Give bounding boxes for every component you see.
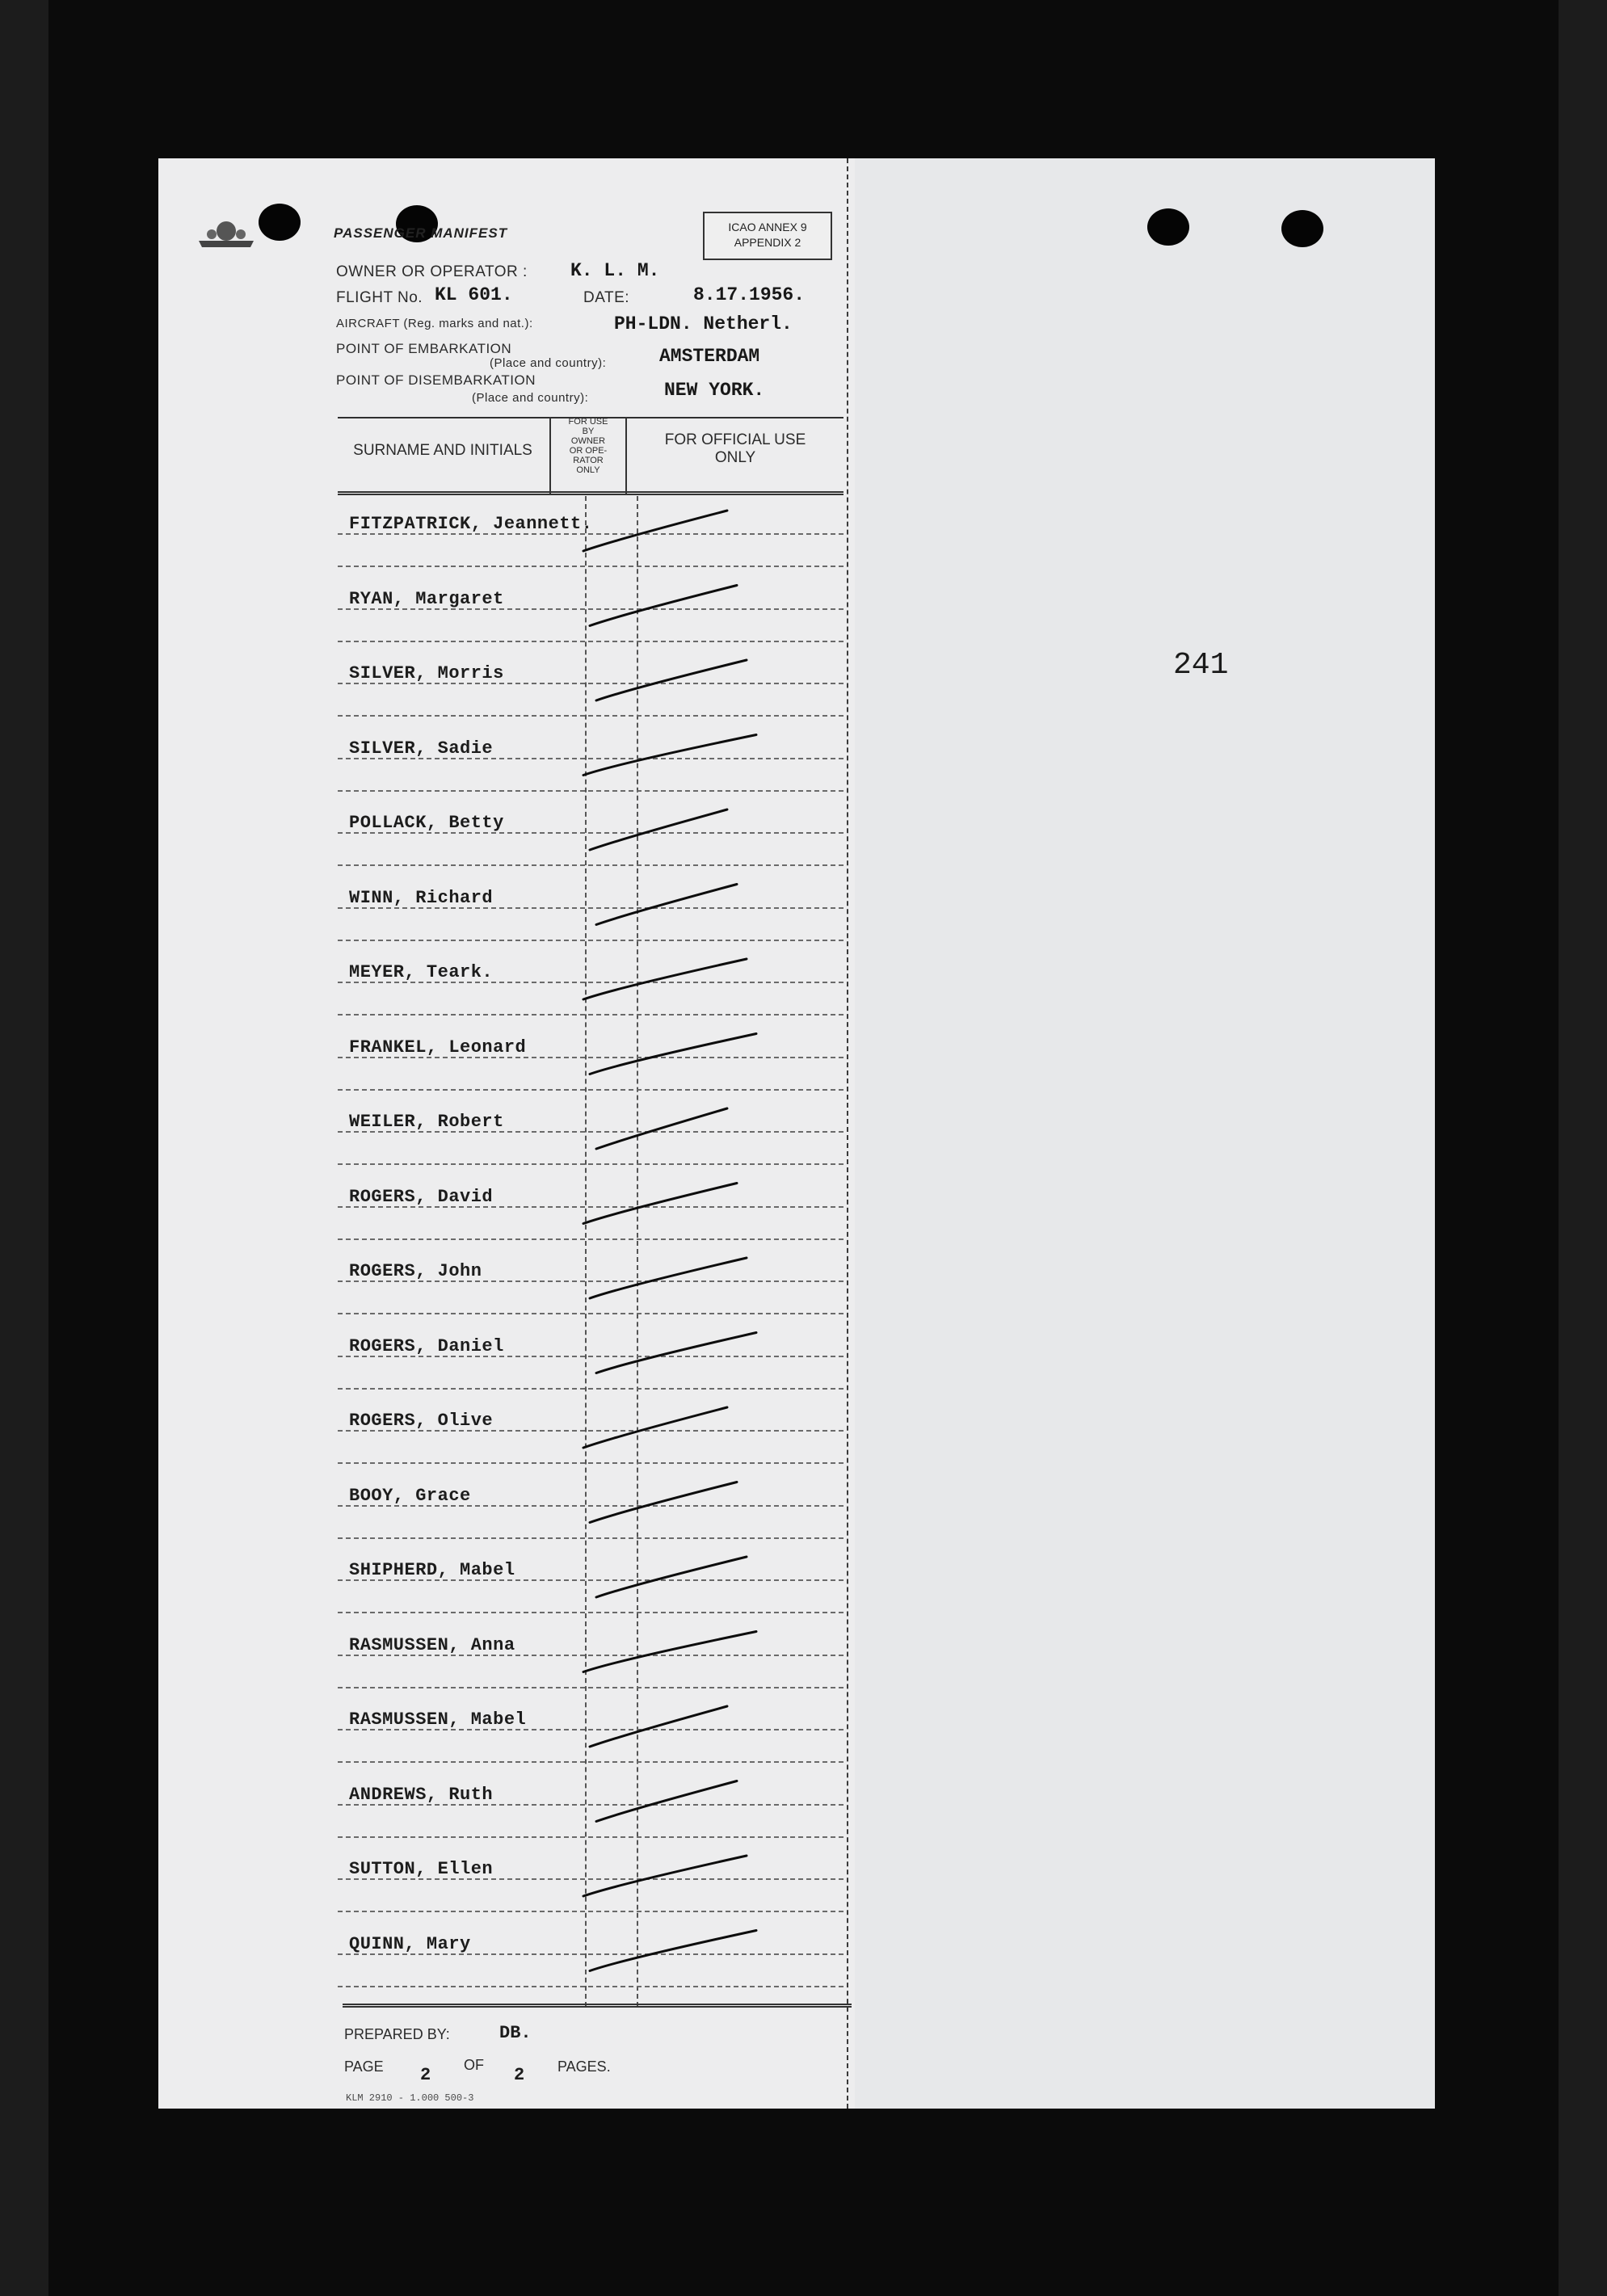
passenger-name: QUINN, Mary xyxy=(349,1933,471,1954)
flight-value: KL 601. xyxy=(435,284,513,305)
owner-use-column-header xyxy=(551,417,625,475)
passenger-name: POLLACK, Betty xyxy=(349,813,504,833)
owner-label: OWNER OR OPERATOR : xyxy=(336,263,528,280)
klm-crown-logo-icon xyxy=(194,217,259,252)
passenger-name: SILVER, Morris xyxy=(349,663,504,683)
form-title: PASSENGER MANIFEST xyxy=(334,225,508,241)
passenger-name: WINN, Richard xyxy=(349,887,494,908)
row-rule xyxy=(338,1388,843,1390)
owner-use-line: OWNER xyxy=(570,436,606,446)
sheet-number: 241 xyxy=(1173,648,1229,683)
passenger-name: WEILER, Robert xyxy=(349,1112,504,1132)
disembarkation-label: POINT OF DISEMBARKATION xyxy=(336,372,536,388)
row-rule xyxy=(338,566,843,567)
row-rule xyxy=(338,1089,843,1091)
icao-annex: ICAO ANNEX 9 xyxy=(728,221,807,233)
official-use-line: FOR OFFICIAL USE xyxy=(664,431,806,448)
row-rule xyxy=(338,864,843,866)
row-rule xyxy=(338,1163,843,1165)
row-rule xyxy=(338,1612,843,1613)
row-rule xyxy=(338,1014,843,1016)
passenger-name: RYAN, Margaret xyxy=(349,588,504,609)
aircraft-value: PH-LDN. Netherl. xyxy=(614,313,793,334)
passenger-name: RASMUSSEN, Anna xyxy=(349,1634,515,1655)
owner-column-line xyxy=(585,496,587,2007)
passenger-name: BOOY, Grace xyxy=(349,1485,471,1506)
row-rule xyxy=(338,1238,843,1240)
fold-line xyxy=(847,158,851,2109)
of-value: 2 xyxy=(514,2065,525,2085)
passenger-name: ROGERS, Daniel xyxy=(349,1335,504,1356)
passenger-name: ROGERS, John xyxy=(349,1261,482,1281)
date-label: DATE: xyxy=(583,289,630,306)
disembarkation-value: NEW YORK. xyxy=(664,380,765,401)
surname-column-header: SURNAME AND INITIALS xyxy=(353,442,532,459)
row-rule xyxy=(338,1836,843,1838)
passenger-name: MEYER, Teark. xyxy=(349,962,494,982)
owner-use-line: BY xyxy=(582,427,595,436)
passenger-name: SILVER, Sadie xyxy=(349,738,494,759)
prepared-by-value: DB. xyxy=(499,2023,532,2043)
row-rule xyxy=(338,1761,843,1763)
prepared-by-label: PREPARED BY: xyxy=(344,2026,450,2042)
scan-edge-right xyxy=(1559,0,1607,2296)
passenger-name: FRANKEL, Leonard xyxy=(349,1037,527,1058)
row-rule xyxy=(338,940,843,941)
embarkation-value: AMSTERDAM xyxy=(659,346,760,367)
passenger-name: ANDREWS, Ruth xyxy=(349,1784,494,1805)
owner-use-line: OR OPE- xyxy=(569,446,608,456)
embarkation-sub: (Place and country): xyxy=(490,356,607,370)
row-rule xyxy=(338,790,843,792)
passenger-name: SUTTON, Ellen xyxy=(349,1859,494,1879)
table-bottom-rule xyxy=(343,2004,852,2008)
row-rule xyxy=(338,1462,843,1464)
date-value: 8.17.1956. xyxy=(693,284,806,305)
row-rule xyxy=(338,1911,843,1912)
official-column-line xyxy=(637,496,638,2007)
owner-use-line: RATOR xyxy=(573,456,604,465)
form-code: KLM 2910 - 1.000 500-3 xyxy=(346,2092,474,2104)
owner-value: K. L. M. xyxy=(570,260,660,281)
passenger-name: SHIPHERD, Mabel xyxy=(349,1560,515,1580)
aircraft-label: AIRCRAFT (Reg. marks and nat.): xyxy=(336,317,533,330)
passenger-name: RASMUSSEN, Mabel xyxy=(349,1709,527,1730)
punch-hole xyxy=(1147,208,1189,246)
row-rule xyxy=(338,715,843,717)
row-rule xyxy=(338,641,843,642)
flight-label: FLIGHT No. xyxy=(336,289,423,306)
passenger-name: ROGERS, Olive xyxy=(349,1411,494,1431)
table-top-rule xyxy=(338,491,843,495)
page-value: 2 xyxy=(420,2065,431,2085)
official-use-column-header xyxy=(627,431,843,467)
embarkation-label: POINT OF EMBARKATION xyxy=(336,341,512,356)
passenger-name: ROGERS, David xyxy=(349,1186,494,1207)
of-label: OF xyxy=(464,2057,484,2073)
row-rule xyxy=(338,1687,843,1688)
scan-edge-left xyxy=(0,0,48,2296)
page-label: PAGE xyxy=(344,2058,384,2075)
owner-use-line: FOR USE xyxy=(568,417,608,427)
punch-hole xyxy=(259,204,301,241)
icao-reference-box xyxy=(703,212,832,260)
row-rule xyxy=(338,1986,843,1987)
icao-appendix: APPENDIX 2 xyxy=(734,236,801,249)
disembarkation-sub: (Place and country): xyxy=(472,391,589,405)
owner-use-line: ONLY xyxy=(576,465,600,475)
row-rule xyxy=(338,1313,843,1314)
punch-hole xyxy=(1281,210,1323,247)
passenger-name: FITZPATRICK, Jeannett. xyxy=(349,514,593,534)
pages-label: PAGES. xyxy=(557,2058,611,2075)
official-use-line: ONLY xyxy=(714,449,756,466)
row-rule xyxy=(338,1537,843,1539)
